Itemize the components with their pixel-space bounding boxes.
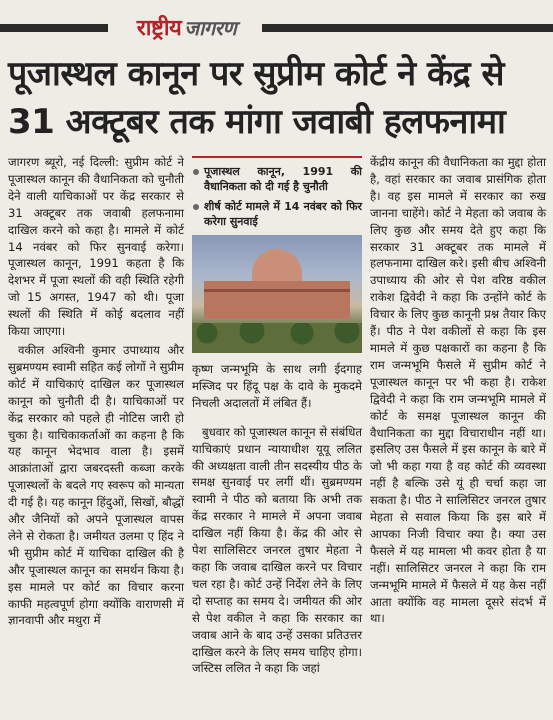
headline-line-2: 31 अक्टूबर तक मांगा जवाबी हलफनामा	[8, 102, 506, 142]
photo-dome	[252, 249, 302, 283]
supreme-court-photo	[192, 235, 362, 353]
photo-trees	[192, 323, 362, 353]
highlights-rule	[192, 156, 362, 158]
masthead-rule-right	[262, 24, 553, 32]
masthead-brand	[114, 8, 259, 46]
column3-paragraph: केंद्रीय कानून की वैधानिकता का मुद्दा होता है, वहां सरकार का जवाब प्रासंगिक होता है। वह इस मामले में सरकार का रुख जानना चाहेंगे। कोर्ट ने मेहता को जवाब के लिए कुछ और समय देते हुए कहा कि सरकार 31 अक्टूबर तक मामले में हलफनामा दाखिल करे। इसी बीच अश्विनी उपाध्याय की ओर से पेश वरिष्ठ वकील राकेश द्विवेदी ने कहा कि उन्होंने कोर्ट के विचार के लिए कुछ कानूनी प्रश्न तैयार किए हैं। पीठ ने पेश वकीलों से कहा कि इस मामले में कुछ पक्षकारों का कहना है कि राम जन्मभूमि फैसले में सुप्रीम कोर्ट ने पूजास्थल कानून पर भी कहा है। राकेश द्विवेदी ने कहा कि राम जन्मभूमि मामले में कोर्ट के समक्ष पूजास्थल कानून की वैधानिकता का मुद्दा विचाराधीन नहीं था। इसलिए उस फैसले में इस कानून के बारे में जो भी कहा गया है वह कोर्ट की व्यवस्था नहीं है बल्कि उसे यूं ही चर्चा कहा जा सकता है। पीठ ने सालिसिटर जनरल तुषार मेहता से सवाल किया कि इस बारे में आपका निजी विचार क्या है। क्या उस फैसले में यह मामला भी कवर होता है या नहीं। सालिसिटर जनरल ने कहा कि राम जन्मभूमि मामले में फैसले में यह केस नहीं आता क्योंकि वह मामला दूसरे संदर्भ में था।	[370, 155, 546, 626]
masthead-rule-left	[0, 24, 108, 32]
highlight-item	[192, 199, 362, 229]
photo-building	[204, 281, 350, 319]
highlight-text: पूजास्थल कानून, 1991 की वैधानिकता को दी गई है चुनौती	[204, 165, 362, 193]
column1-paragraph: वकील अश्विनी कुमार उपाध्याय और सुब्रमण्यम स्वामी सहित कई लोगों ने सुप्रीम कोर्ट में याचिकाएं दाखिल कर पूजास्थल कानून को चुनौती दी है। याचिकाओं पर केंद्र सरकार को पहले ही नोटिस जारी हो चुका है। याचिकाकर्ताओं का कहना है कि यह कानून भेदभाव वाला है। इसमें आक्रांताओं द्वारा जबरदस्ती कब्जा करके पूजास्थलों के बदले गए स्वरूप को मान्यता दी गई है। यह कानून हिंदुओं, सिखों, बौद्धों और जैनियों को अपने पूजास्थल वापस लेने से रोकता है। जमीयत उलमा ए हिंद ने भी सुप्रीम कोर्ट में याचिका दाखिल की है और पूजास्थल कानून का समर्थन किया है। इस मामले पर कोर्ट का विचार करना काफी महत्वपूर्ण होगा क्योंकि वाराणसी में ज्ञानवापी और मथुरा में	[8, 342, 184, 628]
bullet-icon	[193, 169, 199, 175]
headline-line-1: पूजास्थल कानून पर सुप्रीम कोर्ट ने केंद्र से	[8, 54, 504, 94]
masthead	[0, 6, 553, 48]
bullet-icon	[193, 204, 199, 210]
column2-paragraph: कृष्ण जन्मभूमि के साथ लगी ईदगाह मस्जिद पर हिंदू पक्ष के दावे के मुकदमे निचली अदालतों में लंबित हैं।	[192, 362, 362, 410]
highlight-text: शीर्ष कोर्ट मामले में 14 नवंबर को फिर करेगा सुनवाई	[204, 200, 362, 228]
article-column-2	[192, 154, 362, 679]
column1-paragraph: जागरण ब्यूरो, नई दिल्ली: सुप्रीम कोर्ट ने पूजास्थल कानून की वैधानिकता को चुनौती देने वाली याचिकाओं पर केंद्र सरकार से 31 अक्टूबर तक जवाबी हलफनामा दाखिल करने को कहा है। मामले में कोर्ट 14 नवंबर को फिर सुनवाई करेगा। पूजास्थल कानून, 1991 कहता है कि देशभर में पूजा स्थलों की वही स्थिति रहेगी जो 15 अगस्त, 1947 को थी। पूजा स्थलों की स्थिति में कोई बदलाव नहीं किया जाएगा।	[8, 155, 184, 339]
brand-word-rashtriya: राष्ट्रीय	[136, 16, 182, 41]
article-column-3	[370, 154, 546, 629]
highlights-box	[192, 164, 362, 229]
article-column-1	[8, 154, 184, 631]
highlight-item	[192, 164, 362, 194]
article-body	[0, 154, 553, 720]
column2-paragraph: बुधवार को पूजास्थल कानून से संबंधित याचिकाएं प्रधान न्यायाधीश यूयू ललित की अध्यक्षता वाली तीन सदस्यीय पीठ के समक्ष सुनवाई पर लगीं थीं। सुब्रमण्यम स्वामी ने पीठ को बताया कि अभी तक केंद्र सरकार ने मामले में अपना जवाब दाखिल नहीं किया है। केंद्र की ओर से पेश सालिसिटर जनरल तुषार मेहता ने कहा कि जवाब दाखिल करने पर विचार चल रहा है। कोर्ट उन्हें निर्देश लेने के लिए दो सप्ताह का समय दे। जमीयत की ओर से पेश वकील ने कहा कि सरकार का जवाब आने के बाद उन्हें उसका प्रतिउत्तर दाखिल करने के लिए समय चाहिए होगा। जस्टिस ललित ने कहा कि जहां	[192, 424, 362, 676]
article-headline	[8, 50, 548, 146]
brand-word-jagran: जागरण	[184, 15, 237, 40]
